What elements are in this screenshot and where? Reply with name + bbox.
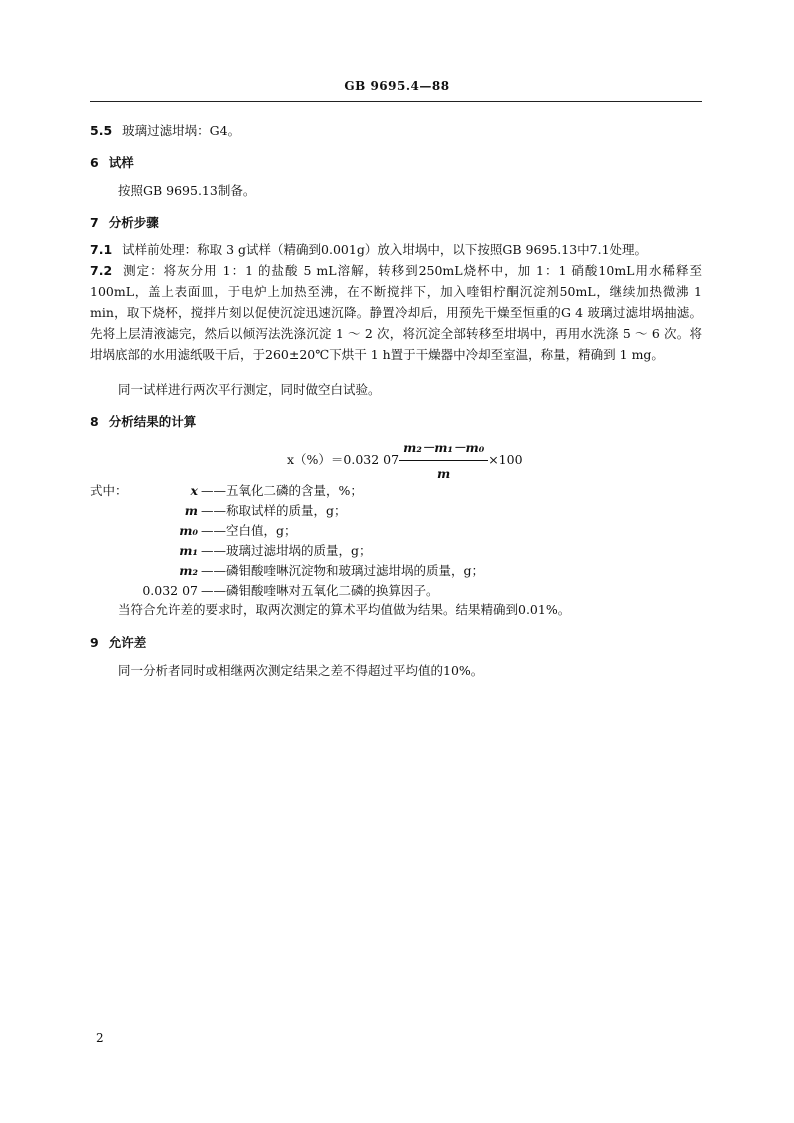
- section-8-conclusion: 当符合允许差的要求时，取两次测定的算术平均值做为结果。结果精确到0.01%。: [118, 602, 571, 617]
- section-6-heading: [90, 153, 134, 171]
- def-symbol: x: [190, 483, 198, 498]
- section-title: 试样: [108, 155, 134, 170]
- section-number: 7: [90, 215, 99, 230]
- section-text: 试样前处理：称取 3 g试样（精确到0.001g）放入坩埚中，以下按照GB 9695.13中7.1处理。: [122, 242, 648, 257]
- def-symbol: m: [184, 503, 198, 518]
- def-symbol: m₀: [179, 523, 198, 538]
- formula-tail: ×100: [488, 452, 523, 467]
- page-number: 2: [96, 1031, 104, 1045]
- section-8-heading: [90, 412, 196, 430]
- def-desc: ——磷钼酸喹啉对五氧化二磷的换算因子。: [201, 583, 439, 598]
- def-symbol: 0.032 07: [142, 583, 198, 598]
- section-7-2: [90, 260, 702, 365]
- def-symbol: m₁: [179, 543, 198, 558]
- def-symbol: m₂: [179, 563, 198, 578]
- def-desc: ——称取试样的质量，g；: [201, 503, 347, 518]
- formula-fraction: [399, 437, 488, 484]
- where-label: 式中：: [90, 483, 128, 498]
- section-9-text: 同一分析者同时或相继两次测定结果之差不得超过平均值的10%。: [118, 663, 484, 678]
- def-desc: ——磷钼酸喹啉沉淀物和玻璃过滤坩埚的质量，g；: [201, 563, 485, 578]
- section-text: 测定：将灰分用 1：1 的盐酸 5 mL溶解，转移到250mL烧杯中，加 1：1 硝酸10mL用水稀释至100mL，盖上表面皿，于电炉上加热至沸，在不断搅拌下，加入喹钼柠酮沉淀剂50mL，继续加热微沸 1 min，取下烧杯，搅拌片刻以促使沉淀迅速沉降。静置冷却后，用预先干燥至恒重的G 4 玻璃过滤坩埚抽滤。先将上层清液滤完，然后以倾泻法洗涤沉淀 1 ～ 2 次，将沉淀全部转移至坩埚中，再用水洗涤 5 ～ 6 次。将坩埚底部的水用滤纸吸干后，于260±20℃下烘干 1 h置于干燥器中冷却至室温，称量，精确到 1 mg。: [90, 263, 702, 362]
- section-7-heading: [90, 213, 159, 231]
- formula-lhs: x（%）＝0.032 07: [287, 452, 400, 467]
- def-desc: ——玻璃过滤坩埚的质量，g；: [201, 543, 372, 558]
- section-9-heading: [90, 633, 146, 651]
- formula: [287, 437, 523, 484]
- section-text: 玻璃过滤坩埚：G4。: [122, 123, 241, 138]
- section-5-5: [90, 120, 240, 141]
- section-title: 分析结果的计算: [108, 414, 197, 429]
- def-desc: ——空白值，g；: [201, 523, 297, 538]
- section-number: 8: [90, 414, 99, 429]
- section-7-2-note: 同一试样进行两次平行测定，同时做空白试验。: [118, 382, 381, 397]
- section-number: 6: [90, 155, 99, 170]
- standard-header: GB 9695.4—88: [344, 79, 450, 93]
- formula-numerator: m₂－m₁－m₀: [399, 437, 488, 461]
- def-desc: ——五氧化二磷的含量，%；: [201, 483, 363, 498]
- header-rule: [90, 101, 702, 102]
- section-number: 7.2: [90, 263, 113, 278]
- section-title: 允许差: [108, 635, 147, 650]
- section-title: 分析步骤: [108, 215, 159, 230]
- section-number: 5.5: [90, 123, 113, 138]
- section-number: 9: [90, 635, 99, 650]
- section-number: 7.1: [90, 242, 113, 257]
- formula-denominator: m: [437, 466, 451, 481]
- section-7-1: [90, 239, 647, 260]
- section-6-text: 按照GB 9695.13制备。: [118, 183, 256, 198]
